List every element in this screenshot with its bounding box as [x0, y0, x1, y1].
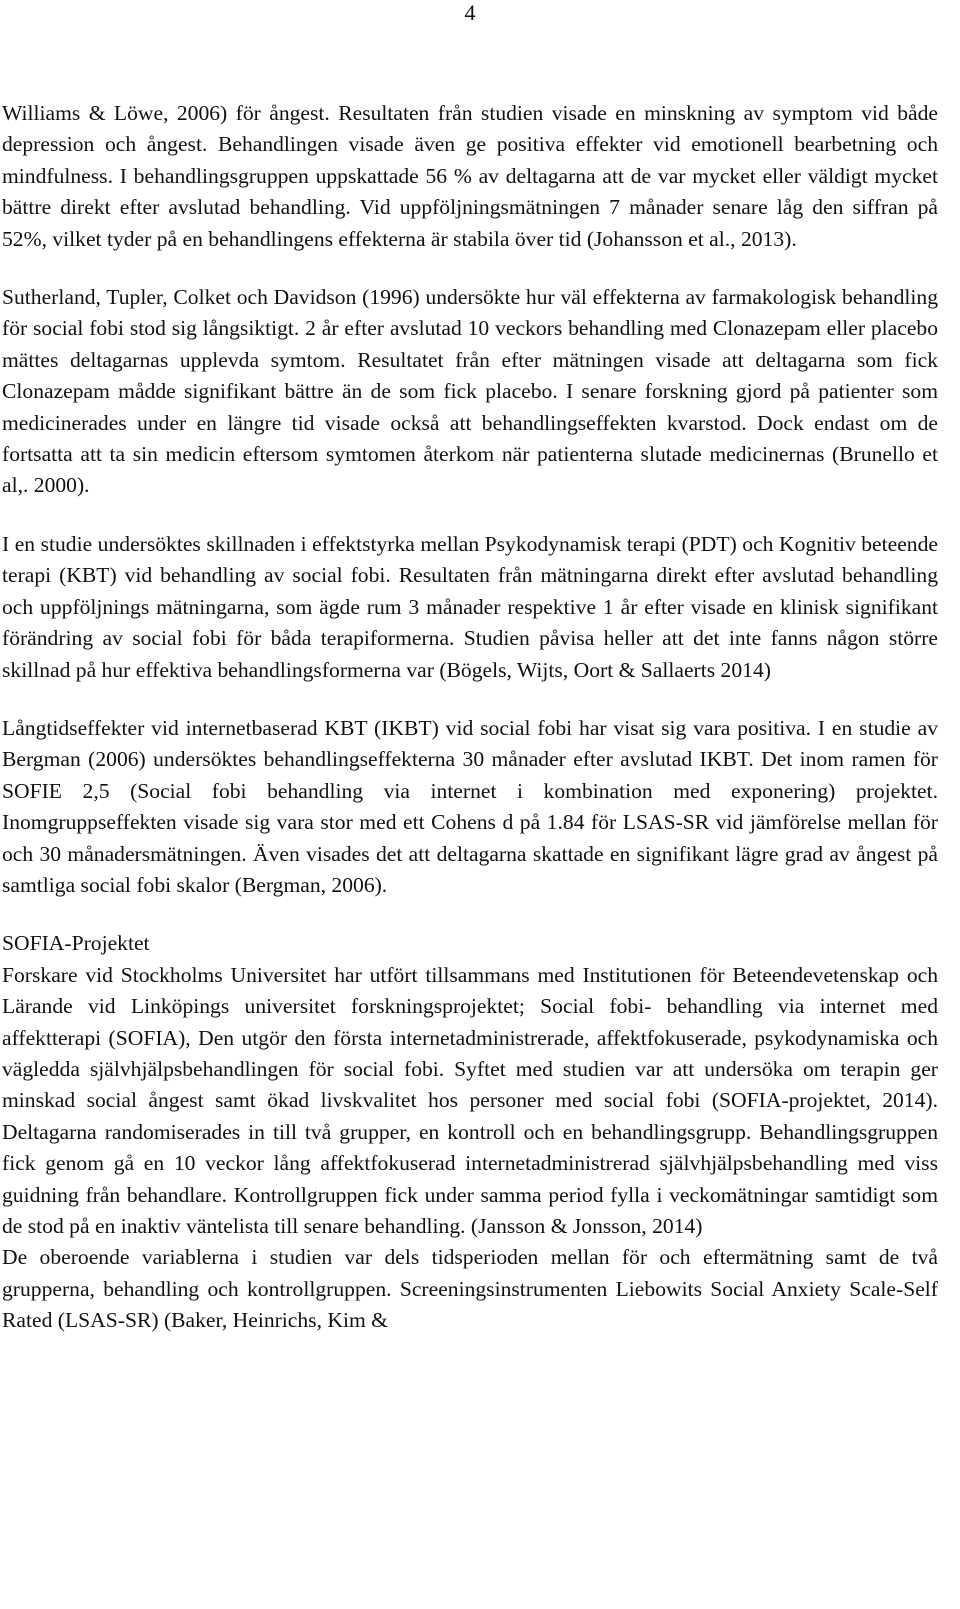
paragraph-pdt-kbt-comparison: I en studie undersöktes skillnaden i effektstyrka mellan Psykodynamisk terapi (PDT) och Kognitiv beteende terapi (KBT) vid behandling av social fobi. Resultaten från mätningarna direkt efter avslutad behandling och uppföljnings mätningarna, som ägde rum 3 månader respektive 1 år efter visade en klinisk signifikant förändring av social fobi för båda terapiformerna. Studien påvisa heller att det inte fanns någon större skillnad på hur effektiva behandlingsformerna var (Bögels, Wijts, Oort & Sallaerts 2014) [2, 531, 938, 682]
document-body [2, 98, 938, 1337]
section-heading: SOFIA-Projektet [2, 931, 150, 956]
paragraph-johansson-results: Williams & Löwe, 2006) för ångest. Resultaten från studien visade en minskning av symptom vid både depression och ångest. Behandlingen visade även ge positiva effekter vid emotionell bearbetning och mindfulness. I behandlingsgruppen uppskattade 56 % av deltagarna att de var mycket eller väldigt mycket bättre direkt efter avslutad behandling. Vid uppföljningsmätningen 7 månader senare låg den siffran på 52%, vilket tyder på en behandlingens effekterna är stabila över tid (Johansson et al., 2013). [2, 101, 938, 251]
paragraph-sutherland-study: Sutherland, Tupler, Colket och Davidson (1996) undersökte hur väl effekterna av farmakologisk behandling för social fobi stod sig långsiktigt. 2 år efter avslutad 10 veckors behandling med Clonazepam eller placebo mättes deltagarnas upplevda symtom. Resultatet från efter mätningen visade att deltagarna som fick Clonazepam mådde signifikant bättre än de som fick placebo. I senare forskning gjord på patienter som medicinerades under en längre tid visade också att behandlingseffekten kvarstod. Dock endast om de fortsatta att ta sin medicin eftersom symtomen återkom när patienterna slutade medicinernas (Brunello et al,. 2000). [2, 285, 938, 498]
paragraph-independent-variables: De oberoende variablerna i studien var dels tidsperioden mellan för och eftermätning samt de två grupperna, behandling och kontrollgruppen. Screeningsinstrumenten Liebowits Social Anxiety Scale-Self Rated (LSAS-SR) (Baker, Heinrichs, Kim & [2, 1245, 938, 1333]
paragraph-sofia-project: Forskare vid Stockholms Universitet har utfört tillsammans med Institutionen för Beteendevetenskap och Lärande vid Linköpings universitet forskningsprojektet; Social fobi- behandling via internet med affektterapi (SOFIA), Den utgör den första internetadministrerade, affektfokuserade, psykodynamiska och vägledda självhjälpsbehandlingen för social fobi. Syftet med studien var att undersöka om terapin ger minskad social ångest samt ökad livskvalitet hos personer med social fobi (SOFIA-projektet, 2014). Deltagarna randomiserades in till två grupper, en kontroll och en behandlingsgrupp. Behandlingsgruppen fick genom gå en 10 veckor lång affektfokuserad internetadministrerad självhjälpsbehandling med viss guidning från behandlare. Kontrollgruppen fick under samma period fylla i veckomätningar samtidigt som de stod på en inaktiv väntelista till senare behandling. (Jansson & Jonsson, 2014) [2, 962, 938, 1238]
page-number: 4 [464, 0, 476, 25]
paragraph-ikbt-longterm: Långtidseffekter vid internetbaserad KBT (IKBT) vid social fobi har visat sig vara positiva. I en studie av Bergman (2006) undersöktes behandlingseffekterna 30 månader efter avslutad IKBT. Det inom ramen för SOFIE 2,5 (Social fobi behandling via internet i kombination med exponering) projektet. Inomgruppseffekten visade sig vara stor med ett Cohens d på 1.84 för LSAS-SR vid jämförelse mellan för och 30 månadersmätningen. Även visades det att deltagarna skattade en signifikant lägre grad av ångest på samtliga social fobi skalor (Bergman, 2006). [2, 715, 938, 897]
section-sofia [2, 928, 938, 1242]
